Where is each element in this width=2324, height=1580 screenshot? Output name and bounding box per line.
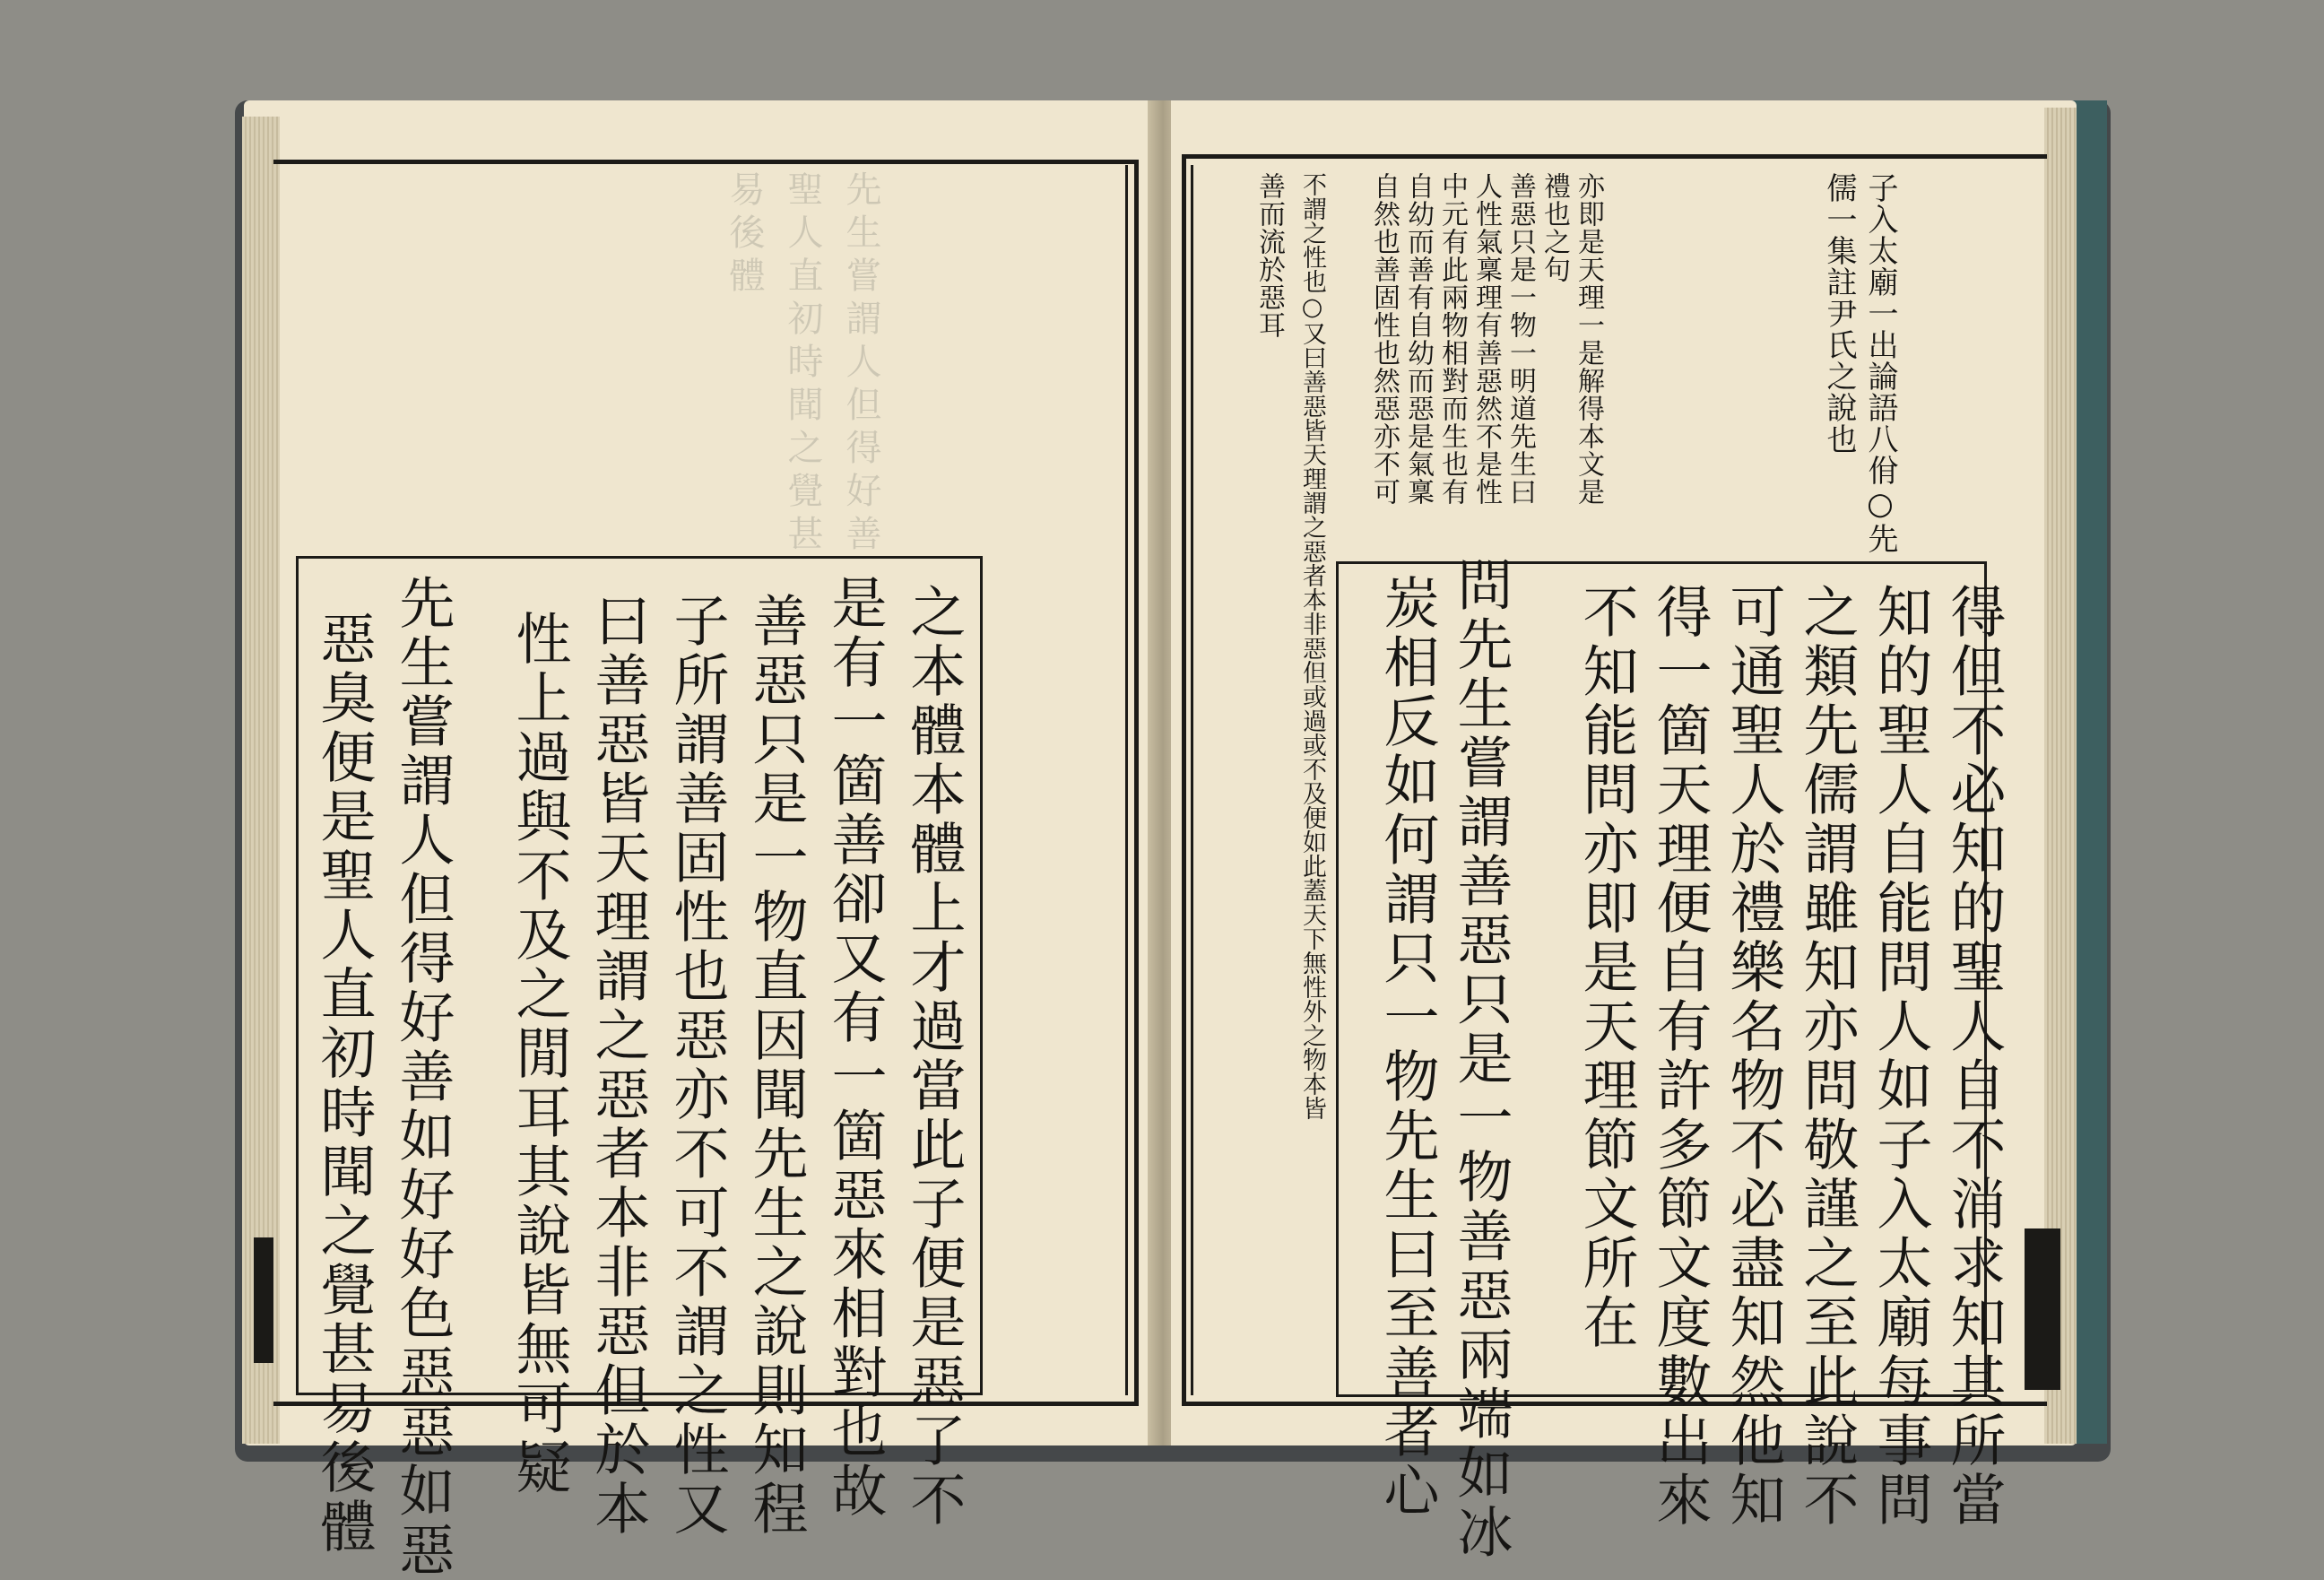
right-text-column: 問先生嘗謂善惡只是一物善惡兩端如冰	[1448, 556, 1513, 1562]
left-ghost-column: 先生嘗謂人但得好善	[840, 170, 881, 558]
note-column: 自然也善固性也然惡亦不可	[1368, 172, 1400, 506]
right-text-column: 知的聖人自能問人如子入太廟每事問	[1868, 583, 1933, 1530]
note-column: 子入太廟一出論語八佾○先	[1862, 172, 1898, 554]
note-column: 善惡只是一物一明道先生曰	[1505, 172, 1536, 506]
note-column: 禮也之句	[1539, 172, 1570, 283]
right-text-column: 炭相反如何謂只一物先生曰至善者心	[1374, 574, 1440, 1521]
left-text-column: 曰善惡皆天理謂之惡者本非惡但於本	[585, 592, 651, 1539]
right-text-column: 可通聖人於禮樂名物不必盡知然他知	[1721, 583, 1786, 1530]
note-column: 善而流於惡耳	[1253, 172, 1285, 339]
right-text-column: 不知能問亦即是天理節文所在	[1574, 583, 1639, 1352]
right-text-column: 之類先儒謂雖知亦問敬謹之至此說不	[1794, 583, 1860, 1530]
left-text-column: 惡臭便是聖人直初時聞之覺甚易後體	[311, 610, 377, 1557]
note-column: 儒一集註尹氏之說也	[1821, 172, 1857, 455]
left-edge-mark	[254, 1237, 273, 1363]
right-text-column: 得一箇天理便自有許多節文度數出來	[1647, 583, 1713, 1530]
note-column: 亦即是天理一是解得本文是	[1573, 172, 1604, 506]
right-frame-inner-line	[1191, 165, 1193, 1395]
note-column: 中元有此兩物相對而生也有	[1436, 172, 1468, 506]
left-text-column: 是有一箇善卻又有一箇惡來相對也故	[822, 574, 888, 1521]
right-edge-mark	[2025, 1228, 2060, 1390]
left-ghost-column: 聖人直初時聞之覺甚	[782, 170, 823, 558]
left-text-column: 子所謂善固性也惡亦不可不謂之性又	[664, 592, 730, 1539]
left-text-column: 性上過與不及之閒耳其說皆無可疑	[507, 610, 572, 1498]
left-text-column: 善惡只是一物直因聞先生之說則知程	[743, 592, 809, 1539]
left-text-column: 先生嘗謂人但得好善如好好色惡惡如惡	[390, 574, 455, 1580]
left-text-column: 之本體本體上才過當此子便是惡了不	[901, 583, 967, 1530]
note-column: 人性氣稟理有善惡然不是性	[1470, 172, 1502, 506]
right-text-column: 得但不必知的聖人自不消求知其所當	[1941, 583, 2007, 1530]
note-column: 不謂之性也○又曰善惡皆天理謂之惡者本非惡但或過或不及便如此蓋天下無性外之物本皆	[1298, 172, 1326, 1120]
left-ghost-column: 易後體	[724, 170, 765, 300]
left-frame-inner-line	[1125, 165, 1128, 1395]
note-column: 自幼而善有自幼而惡是氣稟	[1402, 172, 1434, 506]
